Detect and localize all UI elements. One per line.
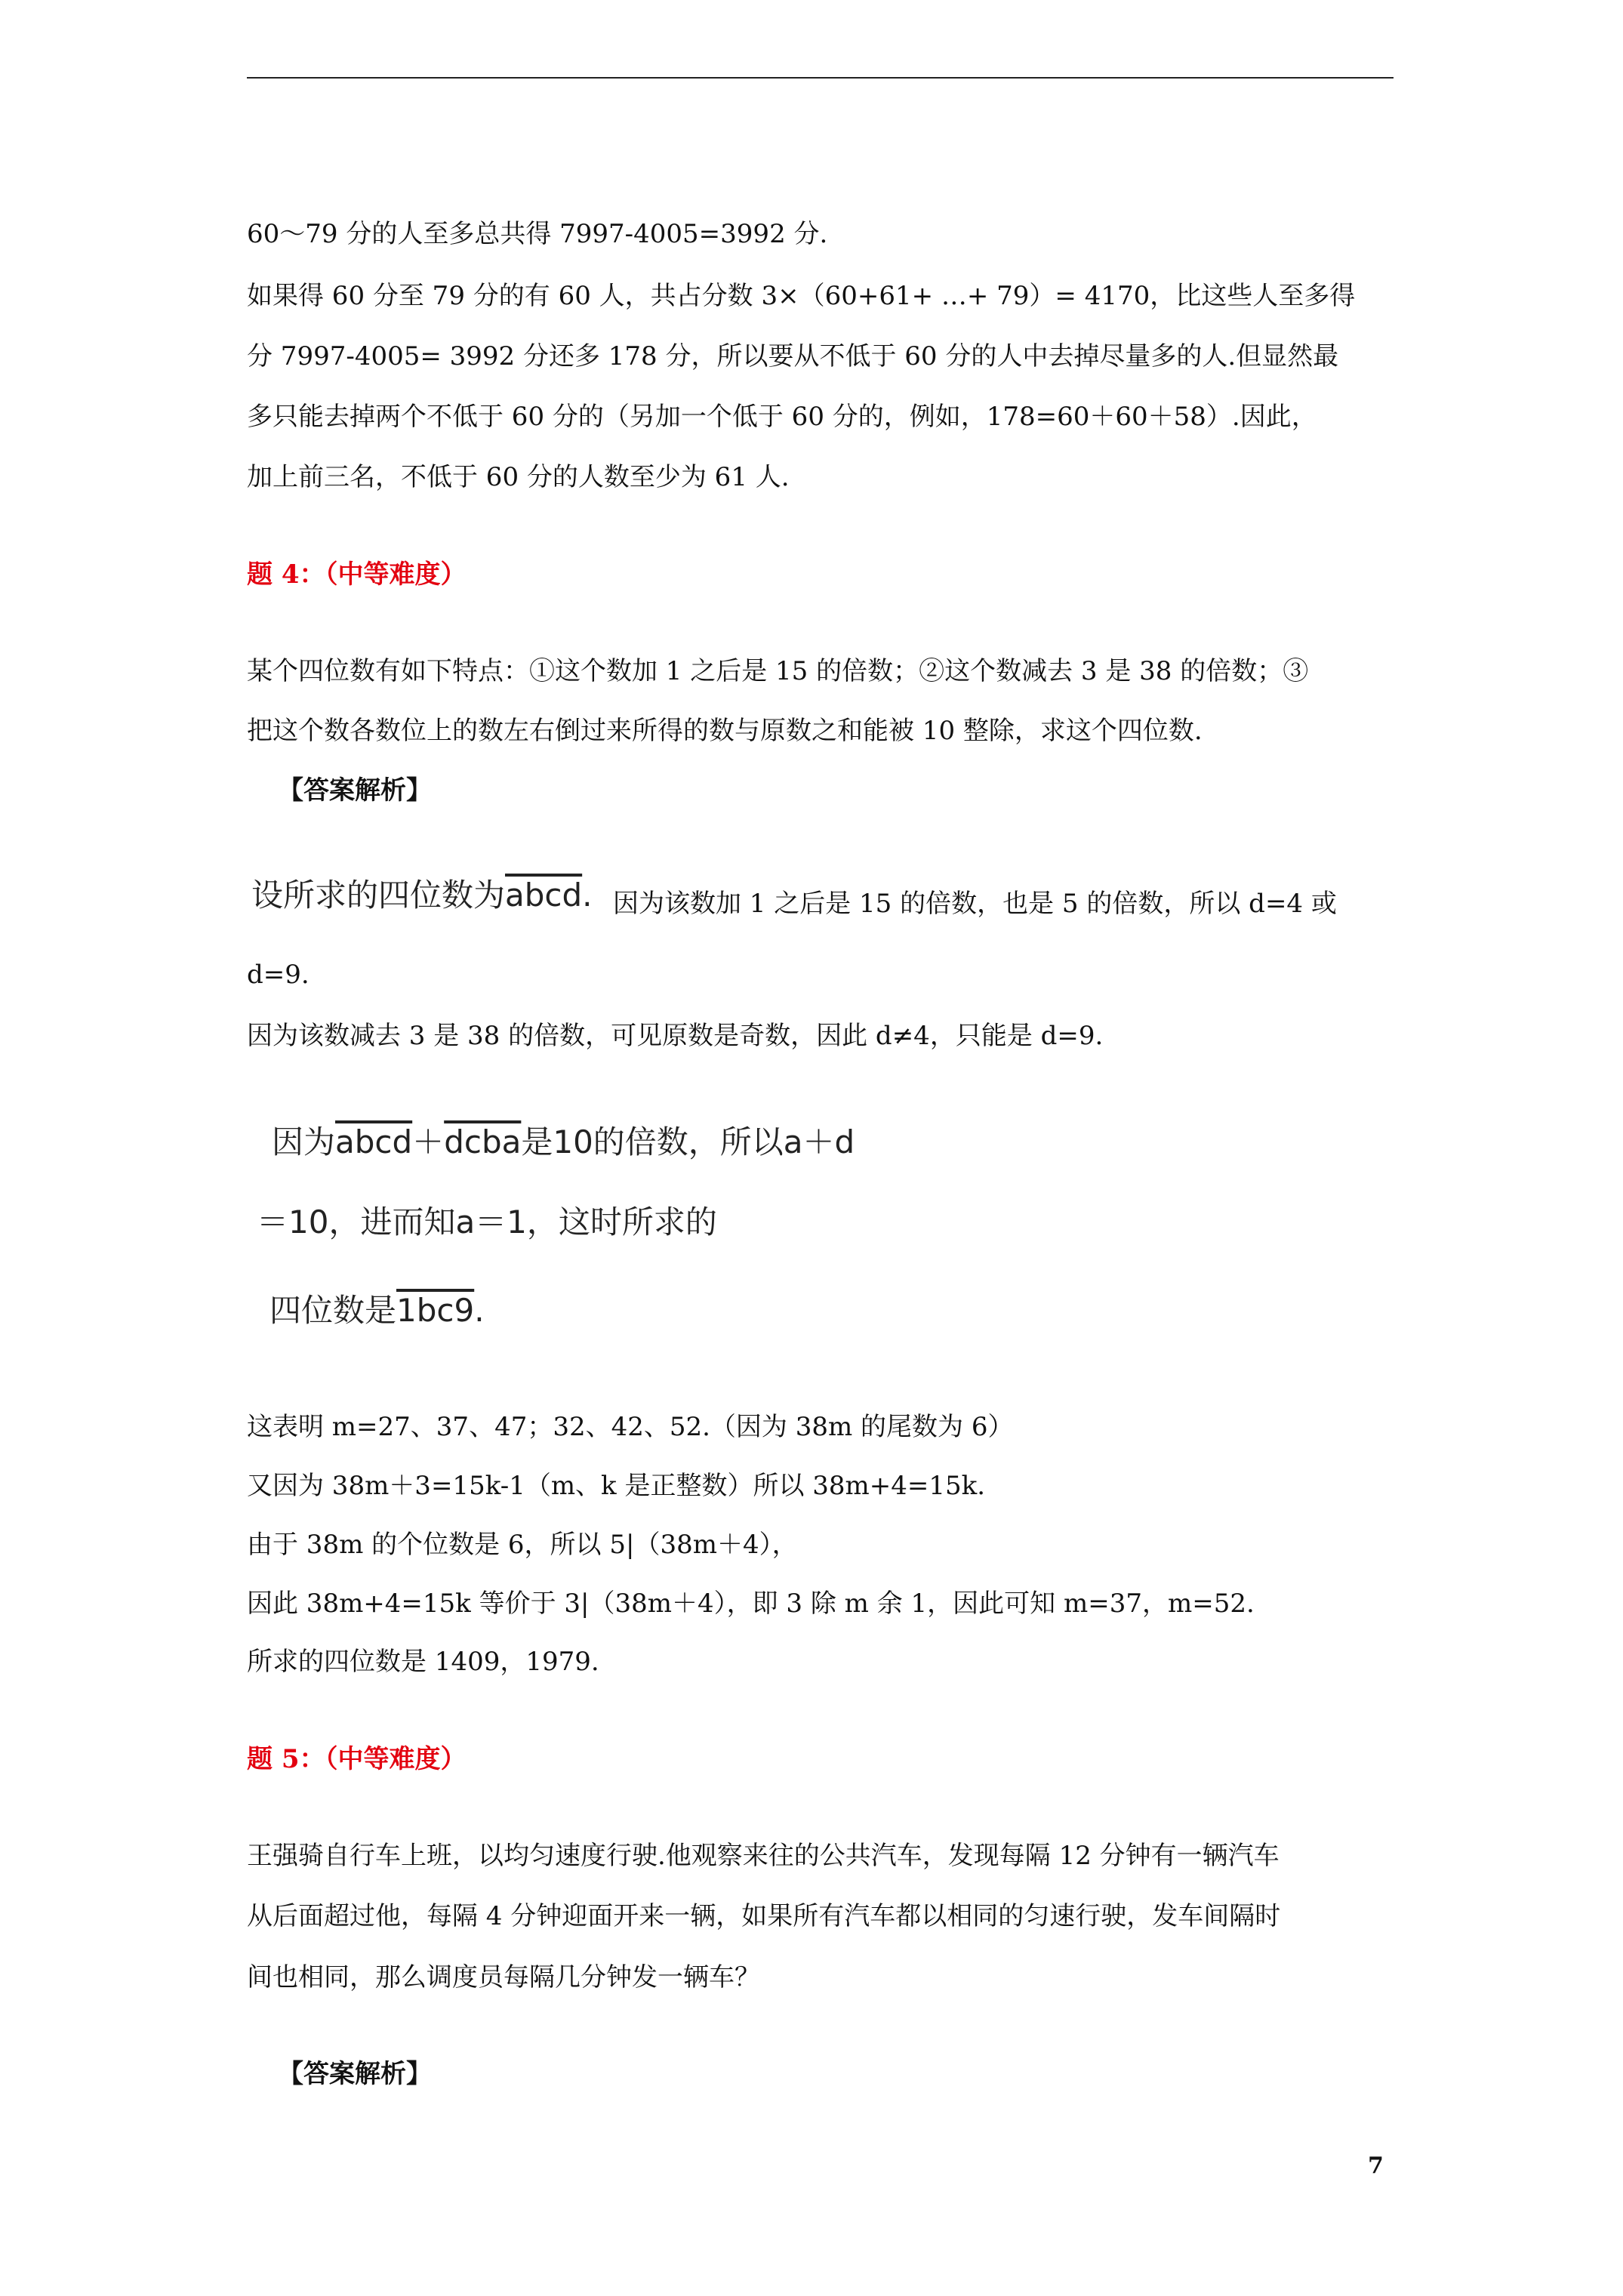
formula-image-2-line1 [272, 1117, 855, 1163]
solution-line: d=9. [247, 960, 310, 990]
overline-number: 1bc9 [396, 1292, 475, 1329]
formula-text: ＋ [412, 1123, 445, 1160]
solution-line: 因此 38m+4=15k 等价于 3|（38m＋4），即 3 除 m 余 1，因此可知 m=37，m=52. [247, 1589, 1255, 1619]
question-5-text: 从后面超过他，每隔 4 分钟迎面开来一辆，如果所有汽车都以相同的匀速行驶，发车间隔时 [247, 1901, 1281, 1931]
paragraph-line: 多只能去掉两个不低于 60 分的（另加一个低于 60 分的，例如，178=60＋60＋58）.因此， [247, 402, 1317, 432]
formula-text: 是10的倍数，所以a＋d [521, 1123, 855, 1160]
question-5-text: 王强骑自行车上班，以均匀速度行驶.他观察来往的公共汽车，发现每隔 12 分钟有一辆汽车 [247, 1841, 1280, 1871]
formula-text: 设所求的四位数为 [251, 877, 506, 914]
formula-text: 因为 [272, 1123, 336, 1160]
formula-text: . [582, 877, 593, 914]
formula-image-2-line2: ＝10，进而知a＝1，这时所求的 [257, 1203, 717, 1240]
paragraph-line: 加上前三名，不低于 60 分的人数至少为 61 人. [247, 462, 790, 492]
solution-line: 因为该数加 1 之后是 15 的倍数，也是 5 的倍数，所以 d=4 或 [613, 889, 1337, 919]
paragraph-line: 分 7997-4005= 3992 分还多 178 分，所以要从不低于 60 分的人中去掉尽量多的人.但显然最 [247, 341, 1339, 371]
question-5-text: 间也相同，那么调度员每隔几分钟发一辆车？ [247, 1962, 760, 1992]
overline-number: dcba [444, 1123, 522, 1160]
header-rule [247, 77, 1394, 79]
page-number: 7 [1368, 2153, 1384, 2179]
paragraph-line: 如果得 60 分至 79 分的有 60 人，共占分数 3×（60+61+ …+ 79）= 4170，比这些人至多得 [247, 281, 1356, 311]
formula-image-2-line3 [269, 1286, 485, 1331]
paragraph-line: 60～79 分的人至多总共得 7997-4005=3992 分. [247, 219, 828, 249]
solution-line: 这表明 m=27、37、47；32、42、52.（因为 38m 的尾数为 6） [247, 1412, 1014, 1442]
solution-line: 又因为 38m＋3=15k-1（m、k 是正整数）所以 38m+4=15k. [247, 1471, 986, 1501]
solution-line: 所求的四位数是 1409，1979. [247, 1647, 599, 1677]
answer-label: 【答案解析】 [278, 775, 432, 806]
solution-line: 因为该数减去 3 是 38 的倍数，可见原数是奇数，因此 d≠4，只能是 d=9. [247, 1021, 1104, 1051]
question-4-heading: 题 4：（中等难度） [247, 559, 467, 590]
question-4-text: 某个四位数有如下特点：①这个数加 1 之后是 15 的倍数；②这个数减去 3 是 38 的倍数；③ [247, 656, 1309, 686]
formula-text: . [474, 1292, 485, 1329]
solution-line: 由于 38m 的个位数是 6，所以 5|（38m＋4）， [247, 1530, 798, 1560]
overline-number: abcd [335, 1123, 413, 1160]
question-4-text: 把这个数各数位上的数左右倒过来所得的数与原数之和能被 10 整除，求这个四位数. [247, 716, 1203, 746]
formula-text: 四位数是 [269, 1292, 397, 1329]
overline-number: abcd [505, 877, 583, 914]
formula-image-1 [251, 871, 593, 916]
question-5-heading: 题 5：（中等难度） [247, 1744, 467, 1774]
answer-label: 【答案解析】 [278, 2059, 432, 2089]
